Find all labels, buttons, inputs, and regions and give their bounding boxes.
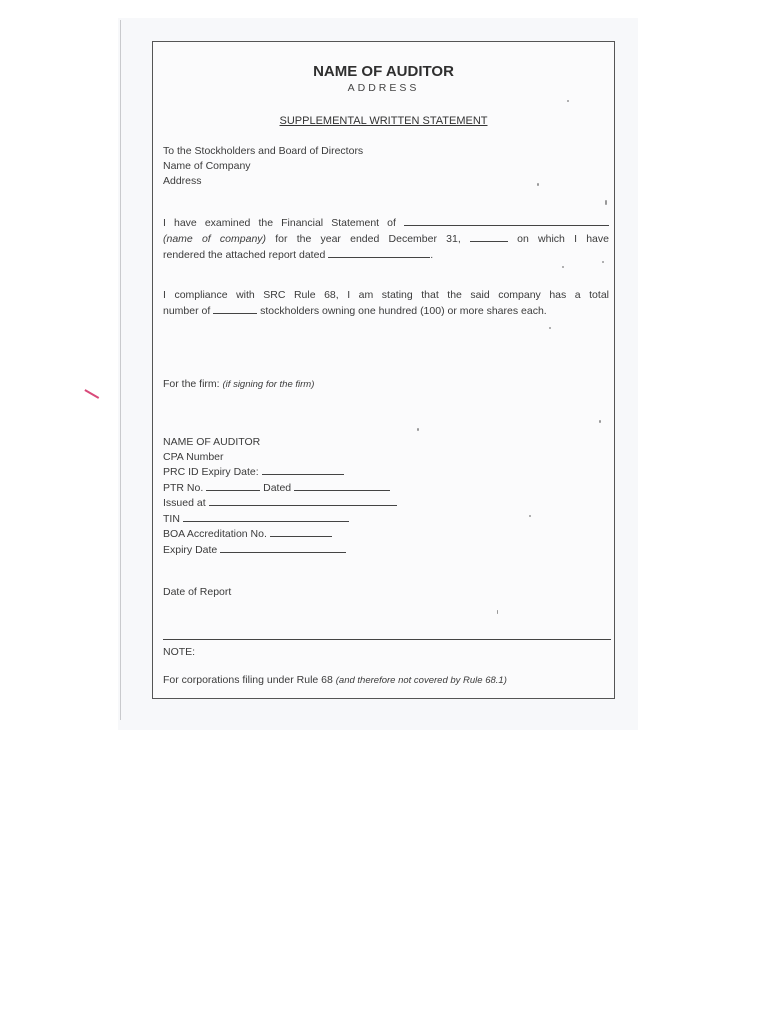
ptr-blank[interactable] — [206, 480, 260, 491]
scan-speck — [562, 266, 564, 268]
scan-speck — [529, 515, 531, 517]
paragraph-compliance — [163, 288, 609, 319]
addressee-address: Address — [163, 175, 202, 187]
ptr-dated-blank[interactable] — [294, 480, 390, 491]
report-date-blank[interactable] — [328, 247, 430, 258]
date-of-report: Date of Report — [163, 586, 232, 598]
addressee-block — [163, 144, 363, 189]
year-blank[interactable] — [470, 231, 508, 242]
firm-line: For the firm: (if signing for the firm) — [163, 378, 315, 390]
paragraph1-line-1: I have examined the Financial Statement of — [163, 215, 609, 231]
scan-speck — [567, 100, 569, 102]
cpa-number: CPA Number — [163, 450, 224, 463]
scan-speck — [537, 183, 539, 186]
signatory-block — [163, 435, 397, 557]
auditor-address: ADDRESS — [347, 82, 420, 94]
note-label: NOTE: — [163, 646, 196, 658]
scan-speck — [605, 200, 607, 205]
scan-speck — [417, 428, 419, 431]
auditor-name-title: NAME OF AUDITOR — [313, 63, 454, 80]
issued-row: Issued at — [163, 495, 397, 511]
scan-edge-line — [120, 20, 121, 720]
scan-speck — [497, 610, 498, 614]
expiry-row: Expiry Date — [163, 542, 397, 558]
addressee-line-1: To the Stockholders and Board of Directors — [163, 145, 364, 157]
paragraph2-line-2: number of stockholders owning one hundred (100) or more shares each. — [163, 305, 547, 317]
issued-blank[interactable] — [209, 495, 397, 506]
tin-row: TIN — [163, 511, 397, 527]
paragraph1-line-2: (name of company) for the year ended December 31, on which I have — [163, 233, 609, 245]
paragraph1-line-3: rendered the attached report dated . — [163, 249, 434, 261]
statement-form — [152, 41, 615, 699]
ptr-row: PTR No. Dated — [163, 480, 397, 496]
pink-pen-mark — [85, 389, 100, 398]
note-divider — [163, 639, 611, 640]
note-text: For corporations filing under Rule 68 (and therefore not covered by Rule 68.1) — [163, 674, 507, 686]
prc-id-row: PRC ID Expiry Date: — [163, 464, 397, 480]
signatory-name: NAME OF AUDITOR — [163, 436, 261, 448]
scan-speck — [549, 327, 551, 329]
statement-heading: SUPPLEMENTAL WRITTEN STATEMENT — [279, 115, 488, 127]
paragraph-financial-statement — [163, 215, 609, 263]
expiry-blank[interactable] — [220, 542, 346, 553]
stockholder-count-blank[interactable] — [213, 303, 257, 314]
scan-speck — [602, 261, 604, 263]
boa-row: BOA Accreditation No. — [163, 526, 397, 542]
company-blank[interactable] — [404, 215, 609, 226]
addressee-company: Name of Company — [163, 160, 251, 172]
prc-blank[interactable] — [262, 464, 344, 475]
tin-blank[interactable] — [183, 511, 349, 522]
paragraph2-line-1: I compliance with SRC Rule 68, I am stating that the said company has a total — [163, 289, 609, 301]
scan-speck — [599, 420, 601, 423]
boa-blank[interactable] — [270, 526, 332, 537]
